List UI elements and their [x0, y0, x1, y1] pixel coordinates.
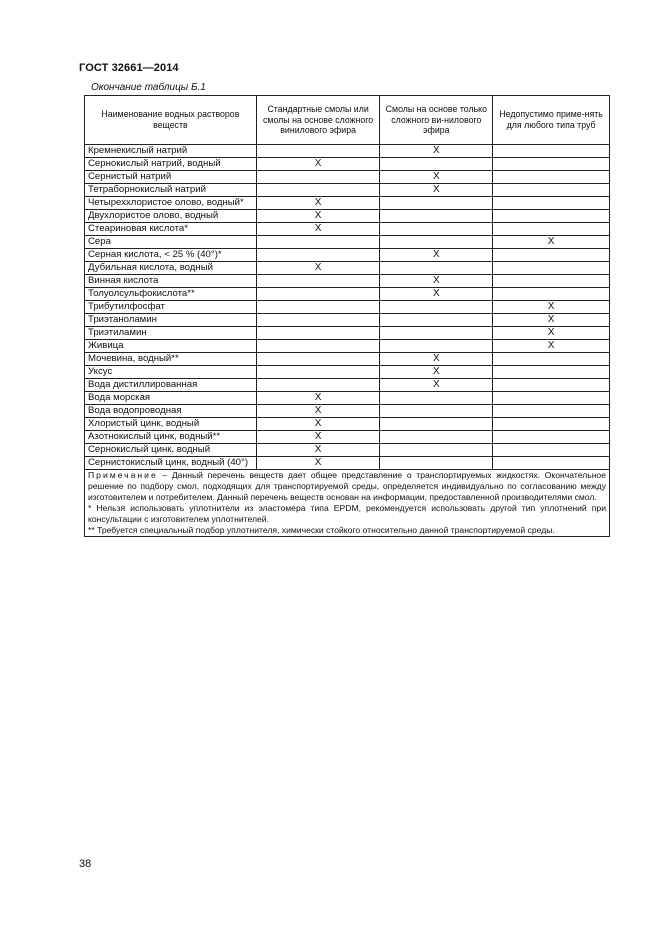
not-allowed-cell — [493, 210, 610, 223]
substance-name-cell: Винная кислота — [85, 275, 257, 288]
column-header-not-allowed: Недопустимо приме-нять для любого типа труб — [493, 96, 610, 145]
substance-name-cell: Тетраборнокислый натрий — [85, 184, 257, 197]
table-row — [85, 327, 610, 340]
table-row — [85, 210, 610, 223]
standard-resins-cell — [256, 236, 380, 249]
standard-resins-cell — [256, 340, 380, 353]
column-header-vinyl-ester-resins: Смолы на основе только сложного ви-нилового эфира — [380, 96, 493, 145]
standard-resins-cell: X — [256, 392, 380, 405]
substance-name-cell: Сернокислый натрий, водный — [85, 158, 257, 171]
table-row — [85, 392, 610, 405]
substance-name-cell: Живица — [85, 340, 257, 353]
standard-resins-cell: X — [256, 431, 380, 444]
table-row — [85, 379, 610, 392]
vinyl-ester-resins-cell — [380, 444, 493, 457]
standard-resins-cell: X — [256, 444, 380, 457]
table-row — [85, 457, 610, 470]
standard-resins-cell — [256, 184, 380, 197]
not-allowed-cell — [493, 262, 610, 275]
substance-name-cell: Сера — [85, 236, 257, 249]
vinyl-ester-resins-cell: X — [380, 171, 493, 184]
table-row — [85, 288, 610, 301]
standard-resins-cell — [256, 379, 380, 392]
substance-name-cell: Сернистокислый цинк, водный (40°) — [85, 457, 257, 470]
document-code: ГОСТ 32661—2014 — [79, 62, 179, 74]
vinyl-ester-resins-cell: X — [380, 145, 493, 158]
vinyl-ester-resins-cell — [380, 236, 493, 249]
not-allowed-cell — [493, 418, 610, 431]
table-row — [85, 418, 610, 431]
standard-resins-cell — [256, 171, 380, 184]
vinyl-ester-resins-cell — [380, 327, 493, 340]
table-header-row — [85, 96, 610, 145]
not-allowed-cell: X — [493, 340, 610, 353]
not-allowed-cell — [493, 223, 610, 236]
substance-name-cell: Толуолсульфокислота** — [85, 288, 257, 301]
not-allowed-cell — [493, 366, 610, 379]
table-row — [85, 405, 610, 418]
vinyl-ester-resins-cell: X — [380, 288, 493, 301]
vinyl-ester-resins-cell: X — [380, 249, 493, 262]
vinyl-ester-resins-cell: X — [380, 184, 493, 197]
vinyl-ester-resins-cell — [380, 262, 493, 275]
not-allowed-cell — [493, 353, 610, 366]
vinyl-ester-resins-cell — [380, 418, 493, 431]
vinyl-ester-resins-cell — [380, 405, 493, 418]
standard-resins-cell: X — [256, 197, 380, 210]
table-row — [85, 275, 610, 288]
substance-name-cell: Четыреххлористое олово, водный* — [85, 197, 257, 210]
standard-resins-cell: X — [256, 262, 380, 275]
substance-name-cell: Вода морская — [85, 392, 257, 405]
column-header-substance: Наименование водных растворов веществ — [85, 96, 257, 145]
not-allowed-cell — [493, 444, 610, 457]
standard-resins-cell: X — [256, 457, 380, 470]
table-row — [85, 184, 610, 197]
standard-resins-cell — [256, 249, 380, 262]
standard-resins-cell — [256, 288, 380, 301]
table-row — [85, 431, 610, 444]
note-text: – Данный перечень веществ дает общее представление о транспортируемых жидкостях. Окончательное решение по подбору смол, подходящих для транспортируемой среды, определяется индивидуально по согласованию между изготовителем и потребителем. Данный перечень веществ основан на информации, предоставленной производителями смол. — [88, 470, 606, 502]
standard-resins-cell: X — [256, 405, 380, 418]
standard-resins-cell — [256, 353, 380, 366]
substance-name-cell: Сернокислый цинк, водный — [85, 444, 257, 457]
substance-name-cell: Триэтаноламин — [85, 314, 257, 327]
vinyl-ester-resins-cell: X — [380, 379, 493, 392]
substance-name-cell: Трибутилфосфат — [85, 301, 257, 314]
substance-name-cell: Триэтиламин — [85, 327, 257, 340]
substance-name-cell: Вода дистиллированная — [85, 379, 257, 392]
vinyl-ester-resins-cell — [380, 457, 493, 470]
substances-table — [84, 95, 610, 537]
not-allowed-cell — [493, 379, 610, 392]
standard-resins-cell: X — [256, 223, 380, 236]
not-allowed-cell: X — [493, 327, 610, 340]
not-allowed-cell — [493, 171, 610, 184]
not-allowed-cell — [493, 431, 610, 444]
table-body — [85, 145, 610, 470]
standard-resins-cell — [256, 145, 380, 158]
table-row — [85, 353, 610, 366]
standard-resins-cell — [256, 275, 380, 288]
standard-resins-cell — [256, 327, 380, 340]
substance-name-cell: Хлористый цинк, водный — [85, 418, 257, 431]
not-allowed-cell — [493, 392, 610, 405]
vinyl-ester-resins-cell — [380, 210, 493, 223]
vinyl-ester-resins-cell — [380, 314, 493, 327]
footnote-single-asterisk: * Нельзя использовать уплотнители из эластомера типа EPDM, рекомендуется использовать другой тип уплотнений при консультации с изготовителем уплотнителей. — [88, 503, 606, 524]
table-row — [85, 444, 610, 457]
table-row — [85, 223, 610, 236]
vinyl-ester-resins-cell: X — [380, 275, 493, 288]
vinyl-ester-resins-cell — [380, 340, 493, 353]
substance-name-cell: Двухлористое олово, водный — [85, 210, 257, 223]
table-row — [85, 249, 610, 262]
table-row — [85, 197, 610, 210]
substance-name-cell: Вода водопроводная — [85, 405, 257, 418]
not-allowed-cell — [493, 457, 610, 470]
table-row — [85, 145, 610, 158]
not-allowed-cell: X — [493, 301, 610, 314]
standard-resins-cell: X — [256, 418, 380, 431]
substance-name-cell: Мочевина, водный** — [85, 353, 257, 366]
standard-resins-cell — [256, 314, 380, 327]
not-allowed-cell — [493, 288, 610, 301]
substance-name-cell: Дубильная кислота, водный — [85, 262, 257, 275]
table-row — [85, 158, 610, 171]
table-row — [85, 236, 610, 249]
not-allowed-cell — [493, 197, 610, 210]
table-caption: Окончание таблицы Б.1 — [91, 82, 206, 93]
standard-resins-cell — [256, 366, 380, 379]
vinyl-ester-resins-cell: X — [380, 353, 493, 366]
note-paragraph — [88, 470, 606, 503]
substance-name-cell: Серная кислота, < 25 % (40°)* — [85, 249, 257, 262]
column-header-standard-resins: Стандартные смолы или смолы на основе сложного винилового эфира — [256, 96, 380, 145]
table-note — [85, 470, 610, 537]
vinyl-ester-resins-cell — [380, 223, 493, 236]
not-allowed-cell — [493, 158, 610, 171]
substance-name-cell: Азотнокислый цинк, водный** — [85, 431, 257, 444]
standard-resins-cell: X — [256, 210, 380, 223]
footnote-double-asterisk: ** Требуется специальный подбор уплотнителя, химически стойкого относительно данной транспортируемой среды. — [88, 525, 555, 535]
vinyl-ester-resins-cell — [380, 431, 493, 444]
table-row — [85, 340, 610, 353]
note-label: Примечание — [88, 470, 158, 480]
vinyl-ester-resins-cell — [380, 392, 493, 405]
table-note-row — [85, 470, 610, 537]
table-row — [85, 262, 610, 275]
substance-name-cell: Сернистый натрий — [85, 171, 257, 184]
vinyl-ester-resins-cell — [380, 197, 493, 210]
not-allowed-cell — [493, 249, 610, 262]
standard-resins-cell: X — [256, 158, 380, 171]
vinyl-ester-resins-cell: X — [380, 366, 493, 379]
table-row — [85, 301, 610, 314]
table-row — [85, 171, 610, 184]
substance-name-cell: Уксус — [85, 366, 257, 379]
page-number: 38 — [79, 858, 92, 870]
table-row — [85, 366, 610, 379]
vinyl-ester-resins-cell — [380, 158, 493, 171]
standard-resins-cell — [256, 301, 380, 314]
not-allowed-cell: X — [493, 236, 610, 249]
table-row — [85, 314, 610, 327]
not-allowed-cell — [493, 405, 610, 418]
not-allowed-cell — [493, 145, 610, 158]
vinyl-ester-resins-cell — [380, 301, 493, 314]
substance-name-cell: Стеариновая кислота* — [85, 223, 257, 236]
not-allowed-cell — [493, 275, 610, 288]
not-allowed-cell — [493, 184, 610, 197]
substance-name-cell: Кремнекислый натрий — [85, 145, 257, 158]
not-allowed-cell: X — [493, 314, 610, 327]
